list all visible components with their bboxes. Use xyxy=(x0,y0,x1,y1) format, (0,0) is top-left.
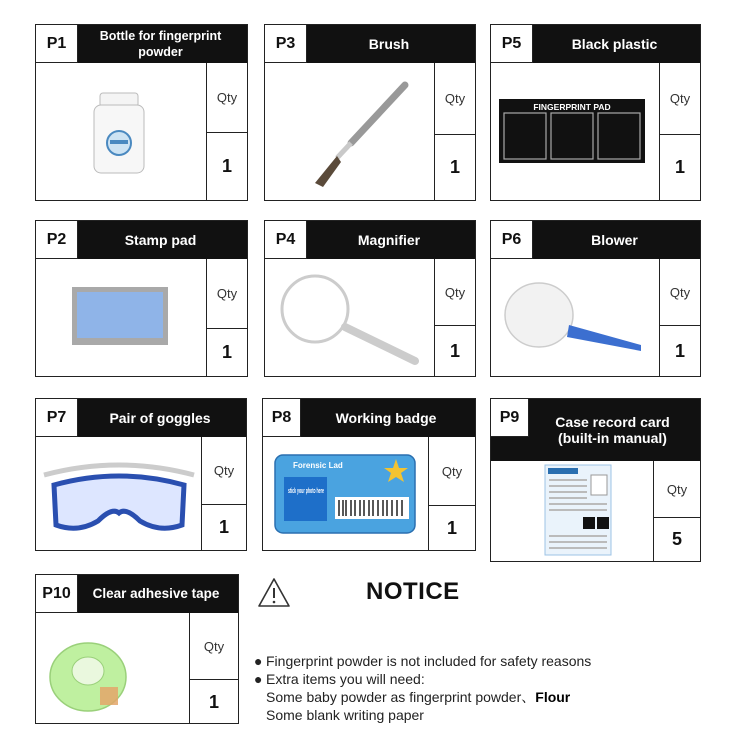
part-name: Blower xyxy=(591,232,638,248)
part-image xyxy=(491,461,654,561)
fingerprint-pad-icon xyxy=(491,63,654,200)
notice-line-4: Some blank writing paper xyxy=(266,707,424,723)
notice-item xyxy=(254,706,591,724)
part-card-p10 xyxy=(35,574,239,724)
qty-value: 5 xyxy=(671,529,682,549)
part-card-p9 xyxy=(490,398,701,562)
qty-label: Qty xyxy=(654,461,700,518)
notice-title: NOTICE xyxy=(366,578,460,605)
qty-value: 1 xyxy=(446,517,457,538)
part-name xyxy=(529,399,696,461)
part-image xyxy=(36,437,202,550)
qty-value: 1 xyxy=(218,517,229,537)
notice-bullet-1: Fingerprint powder is not included for safety reasons xyxy=(266,653,592,669)
part-card-p8 xyxy=(262,398,476,551)
qty-label: Qty xyxy=(190,613,238,680)
part-card-p1 xyxy=(35,24,248,201)
badge-photo-text: stick your photo here xyxy=(288,486,324,495)
notice-item xyxy=(254,688,591,706)
part-code: P3 xyxy=(265,25,307,63)
magnifier-icon xyxy=(265,259,429,376)
part-image xyxy=(36,613,190,723)
part-image xyxy=(263,437,429,550)
part-code: P9 xyxy=(491,399,529,437)
notice-list xyxy=(254,652,591,724)
part-code: P1 xyxy=(36,25,78,63)
part-code: P10 xyxy=(36,575,78,613)
part-name: Magnifier xyxy=(357,232,421,248)
qty-value: 1 xyxy=(449,340,460,361)
part-name: Pair of goggles xyxy=(109,410,211,426)
notice-bullet-2: Extra items you will need: xyxy=(266,671,425,687)
qty-label: Qty xyxy=(429,437,475,506)
qty-label: Qty xyxy=(660,63,700,135)
part-image xyxy=(265,63,435,200)
part-code: P2 xyxy=(36,221,78,259)
part-name: Bottle for fingerprint powder xyxy=(99,29,222,59)
case-record-card-icon xyxy=(491,461,654,561)
qty-label: Qty xyxy=(207,63,247,133)
part-name: Working badge xyxy=(335,410,437,426)
part-image xyxy=(491,63,660,200)
part-name-line1: Case record card xyxy=(555,414,670,430)
notice-item: ● Extra items you will need: xyxy=(254,671,425,687)
qty-label: Qty xyxy=(435,259,475,326)
part-card-p6 xyxy=(490,220,701,377)
part-code: P6 xyxy=(491,221,533,259)
part-name: Stamp pad xyxy=(124,232,197,248)
part-card-p2 xyxy=(35,220,248,377)
notice-item: ● Fingerprint powder is not included for safety reasons xyxy=(254,653,592,669)
badge-brand: Forensic Lad xyxy=(293,461,343,470)
pad-label: FINGERPRINT PAD xyxy=(533,102,611,112)
goggles-icon xyxy=(36,437,202,550)
stamp-pad-icon xyxy=(36,259,201,376)
part-card-p7 xyxy=(35,398,247,551)
badge-icon xyxy=(263,437,429,550)
part-card-p4 xyxy=(264,220,476,377)
qty-label: Qty xyxy=(435,63,475,135)
part-code: P5 xyxy=(491,25,533,63)
qty-value: 1 xyxy=(221,342,232,362)
part-image xyxy=(491,259,660,376)
part-image xyxy=(265,259,435,376)
notice-line-3: Some baby powder as fingerprint powder、 xyxy=(266,689,536,705)
qty-value: 1 xyxy=(208,691,219,712)
part-name: Clear adhesive tape xyxy=(92,586,220,601)
part-code: P7 xyxy=(36,399,78,437)
qty-value: 1 xyxy=(221,156,232,176)
part-name: Brush xyxy=(368,36,410,52)
part-name-line2: (built-in manual) xyxy=(558,430,667,446)
tape-roll-icon xyxy=(36,613,190,723)
qty-label: Qty xyxy=(660,259,700,326)
notice-flour: Flour xyxy=(535,689,571,705)
part-code: P8 xyxy=(263,399,301,437)
powder-bottle-icon xyxy=(36,63,201,200)
part-name: Black plastic xyxy=(571,36,658,52)
qty-value: 1 xyxy=(674,157,685,177)
qty-value: 1 xyxy=(449,157,460,177)
part-card-p5 xyxy=(490,24,701,201)
part-code: P4 xyxy=(265,221,307,259)
part-image xyxy=(36,63,207,200)
qty-label: Qty xyxy=(207,259,247,329)
part-image xyxy=(36,259,207,376)
part-card-p3 xyxy=(264,24,476,201)
brush-icon xyxy=(265,63,429,200)
blower-icon xyxy=(491,259,654,376)
qty-label: Qty xyxy=(202,437,246,505)
warning-icon xyxy=(256,576,292,610)
qty-value: 1 xyxy=(674,340,685,361)
